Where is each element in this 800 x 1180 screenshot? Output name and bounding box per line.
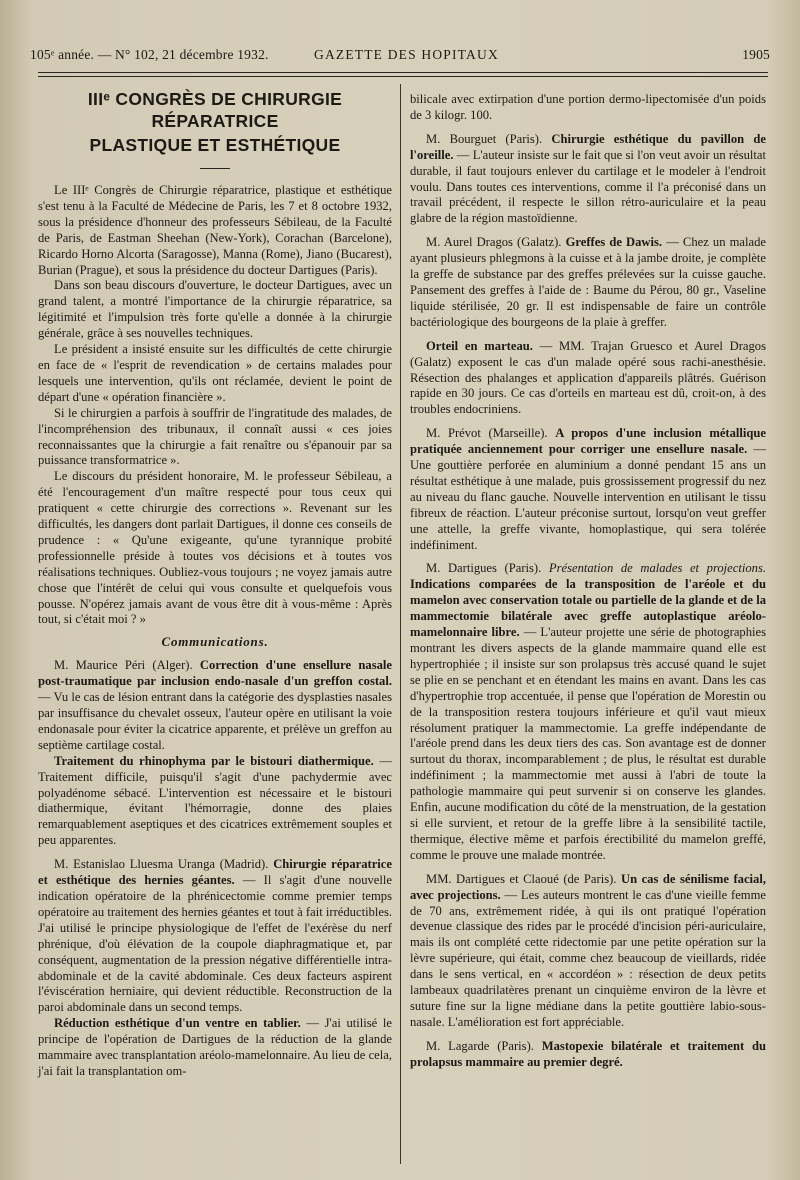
communication-text: — L'auteur insiste sur le fait que si l'on veut avoir un résultat durable, il faut toujours enlever du cartilage et le modeler à l'endroit voulu. Dans toutes ces interventions, comme il l'a préconisé dans un travail précédent, il respecte le sillon rétro-auriculaire et la peau glabre de la région mastoïdienne.	[410, 147, 767, 226]
author: M. Prévot (Marseille).	[426, 426, 548, 441]
author: M. Bourguet (Paris).	[426, 131, 543, 146]
left-column	[38, 88, 392, 1080]
communication-entry	[38, 857, 392, 1016]
paragraph: Si le chirurgien a parfois à souffrir de l'ingratitude des malades, de l'incompréhension des tribunaux, il connaît aussi « ces joies reconnaissantes que la chirurgie a fait renaître ou s'épanouir par sa puissance transformatrice ».	[38, 405, 392, 468]
issue-info: 105ᵉ année. — N° 102, 21 décembre 1932.	[30, 47, 269, 62]
header-rule	[38, 72, 768, 73]
communication-text: — J'ai utilisé le principe de l'opération de Dartigues de la réduction de la glande mammaire avec transplantation aréolo-mamelonnaire. Au lieu de cela, j'ai fait la transplantation om-	[38, 1016, 392, 1078]
communication-text: — Il s'agit d'une nouvelle indication opératoire de la phrénicectomie comme premier temps opératoire au traitement des hernies géantes et tout à fait irréductibles. J'ai utilisé le principe physiologique de l'effet de l'exérèse du nerf phrénique, d'où élévation de la coupole diaphragmatique et, par conséquent, augmentation de la pression négative différentielle intra-abdominale et de la cavité abdominale. Ces deux facteurs aspirent l'éviscération herniaire, qui devient réductible. Reconstruction de la paroi abdominale dans un second temps.	[38, 873, 392, 1015]
communication-entry	[38, 658, 392, 753]
communication-text: — Une gouttière perforée en aluminium a donné pendant 15 ans un résultat esthétique à une malade, puis grossissement progressif du nez au niveau du flanc gauche. Nouvelle intervention en utilisant le tissu fibreux de réaction. L'auteur préconise surtout, lorsqu'on veut greffer une attelle, la greffe vivante, homoplastique, qui sera tolérée indéfiniment.	[410, 442, 766, 552]
communication-text: — Les auteurs montrent le cas d'une vieille femme de 70 ans, extrêmement ridée, à qui ils ont pratiqué l'opération devenue classique des rides par le procédé d'incision péri-auriculaire, mais ils ont complété cette ridectomie par une petite opération sur la lèvre supérieure, qui était, comme chez beaucoup de vieillards, ridée dans le sens vertical, en « accordéon » : résection de deux petits lambeaux quadrilatères prenant un cinquième environ de la lèvre et suture fine sur la ligne médiane dans la petite gouttière labio-sous-nasale. L'amélioration est fort appréciable.	[410, 887, 766, 1029]
communication-text: — Vu le cas de lésion entrant dans la catégorie des dysplasties nasales par insuffisance du chevalet osseux, l'auteur opère en utilisant la voie endonasale pour éviter la cicatrice apparente, et prélève un greffon au septième cartilage costal.	[38, 690, 392, 752]
communication-entry	[410, 235, 766, 330]
page-header	[30, 44, 770, 66]
article-title-line2: PLASTIQUE ET ESTHÉTIQUE	[89, 135, 341, 155]
article-title-line1: IIIᵉ CONGRÈS DE CHIRURGIE RÉPARATRICE	[87, 89, 343, 131]
paragraph: Le discours du président honoraire, M. le professeur Sébileau, a été l'encouragement d'un maître respecté pour tous ceux qui pratiquent « cette chirurgie des corrections ». Revenant sur les difficultés, les dangers dont parlait Dartigues, il donne ces conseils de prudence : « Qu'une exigeante, qu'une tyrannique probité professionnelle préside à toutes vos décisions et à toutes vos réalisations techniques. Oubliez-vous toujours ; ne voyez jamais autre chose que l'intérêt de celui qui vous consulte et quelquefois vous pousse. N'opérez jamais avant de vous être dit à vous-même : Après tout, si c'était moi ? »	[38, 469, 392, 627]
communication-title: Chirurgie esthétique du pavillon de l'oreille.	[410, 131, 767, 162]
communication-entry	[410, 872, 766, 1031]
column-divider	[400, 84, 401, 1164]
title-separator	[200, 168, 230, 169]
communication-text: — Chez un malade ayant plusieurs phlegmons à la cuisse et à la jambe droite, je complète la greffe de substance par des greffes prélevées sur la cuisse gauche. Pansement des greffes à l'aide de : Baume du Pérou, 80 gr., Vaseline liquide stérilisée, 20 gr. Il est indispensable de faire un contrôle bactériologique des bourgeons de la plaie à greffer.	[410, 235, 766, 329]
communication-entry	[410, 132, 766, 227]
page-number: 1905	[742, 47, 770, 62]
communication-entry	[410, 426, 766, 553]
communication-text: — Traitement difficile, puisqu'il s'agit d'une pachydermie avec polyadénome sébacé. L'intervention est nécessaire et le bistouri diathermique, évitant l'hémorragie, donne des plaies remarquablement aseptiques et des cicatrices extrêmement souples et peu apparentes.	[38, 753, 392, 848]
author: M. Aurel Dragos (Galatz).	[426, 235, 562, 250]
continued-paragraph: bilicale avec extirpation d'une portion dermo-lipectomisée d'un poids de 3 kilogr. 100.	[410, 92, 766, 122]
communication-title: A propos d'une inclusion métallique pratiquée anciennement pour corriger une ensellure nasale.	[410, 426, 766, 457]
communication-entry	[410, 339, 766, 419]
communication-entry	[38, 1016, 392, 1080]
author: M. Maurice Péri (Alger).	[54, 658, 193, 673]
right-column	[410, 92, 766, 1071]
header-rule-thin	[38, 76, 768, 77]
communication-title: Mastopexie bilatérale et traitement du prolapsus mammaire au premier degré.	[410, 1038, 767, 1069]
author: M. Dartigues (Paris).	[426, 561, 542, 576]
communication-entry	[38, 754, 392, 849]
communication-title: Orteil en marteau.	[426, 338, 533, 353]
communication-entry	[410, 1039, 766, 1071]
communication-text: — L'auteur projette une série de photographies montrant les divers aspects de la glande mammaire quand elle est hypertrophiée ; il insiste sur son prolapsus très accusé quand le sujet se plie en se penchant et en étendant les mains en avant. Dans les cas d'hypertrophie trop accentuée, il pense que l'opération de Morestin ou de la transposition restera toujours inférieure et qu'il vaut mieux résolument pratiquer la mammectomie. La greffe indépendante de l'aréole prend dans les deux tiers des cas. Son avantage est de donner surtout du thorax, incomparablement ; de plus, le résultat est durable indéfiniment ; la mammectomie met aussi à l'abri de toute la pathologie mammaire qui peut survenir si on conserve les glandes. Enfin, aucune modification du côté de la menstruation, de la gestation si elle survient, et retour de la greffe libre à la sensibilité tactile, thermique, élective même et parfois érectibilité du mamelon greffé, comme le prouve une malade montrée.	[410, 625, 766, 862]
communication-entry	[410, 561, 766, 863]
author: M. Estanislao Lluesma Uranga (Madrid).	[54, 857, 269, 872]
communication-subtitle: Présentation de malades et projections.	[548, 561, 767, 576]
author: MM. Dartigues et Claoué (de Paris).	[426, 871, 617, 886]
journal-title: GAZETTE DES HOPITAUX	[314, 47, 499, 62]
communication-title: Réduction esthétique d'un ventre en tablier.	[54, 1016, 301, 1031]
paragraph: Dans son beau discours d'ouverture, le docteur Dartigues, avec un grand talent, a montré l'importance de la chirurgie réparatrice, sa légitimité et l'impulsion très forte qu'elle a donnée à la chirurgie générale, grâce à ses nouvelles techniques.	[38, 278, 392, 341]
intro-paragraph: Le IIIᵉ Congrès de Chirurgie réparatrice, plastique et esthétique s'est tenu à la Faculté de Médecine de Paris, les 7 et 8 octobre 1932, sous la présidence d'honneur des professeurs Sébileau, de la Faculté de Paris, de Eastman Sheehan (New-York), Corachan (Barcelone), Ricardo Horno Alcorta (Saragosse), Manna (Rome), Jiano (Bucarest), Burian (Prague), et sous la présidence du docteur Dartigues (Paris).	[38, 183, 392, 277]
communication-title: Indications comparées de la transposition de l'aréole et du mamelon avec conservation totale ou partielle de la glande et de la mammectomie bilatérale avec greffe autoplastique aréolo-mamelonnaire libre.	[410, 577, 766, 640]
communication-title: Traitement du rhinophyma par le bistouri diathermique.	[54, 753, 374, 768]
author: M. Lagarde (Paris).	[426, 1038, 534, 1053]
communication-text: — MM. Trajan Gruesco et Aurel Dragos (Galatz) exposent le cas d'un malade opéré sous rachi-anesthésie. Résection des phalanges et application d'appareils plâtrés. Guérison rapide en 30 jours. Ce cas d'orteils en marteau est dû, croit-on, à des troubles endocriniens.	[410, 338, 766, 417]
communication-title: Greffes de Dawis.	[565, 235, 663, 250]
communication-title: Chirurgie réparatrice et esthétique des hernies géantes.	[38, 857, 392, 888]
paragraph: Le président a insisté ensuite sur les difficultés de cette chirurgie en face de « l'esprit de revendication » de certains malades pour lesquels une intervention, qu'ils ont réclamée, devient le point de départ d'une « opération financière ».	[38, 342, 392, 404]
section-heading: Communications.	[161, 634, 269, 650]
communication-title: Correction d'une ensellure nasale post-traumatique par inclusion endo-nasale d'un greffon costal.	[38, 658, 392, 689]
communication-title: Un cas de sénilisme facial, avec projections.	[410, 871, 766, 902]
